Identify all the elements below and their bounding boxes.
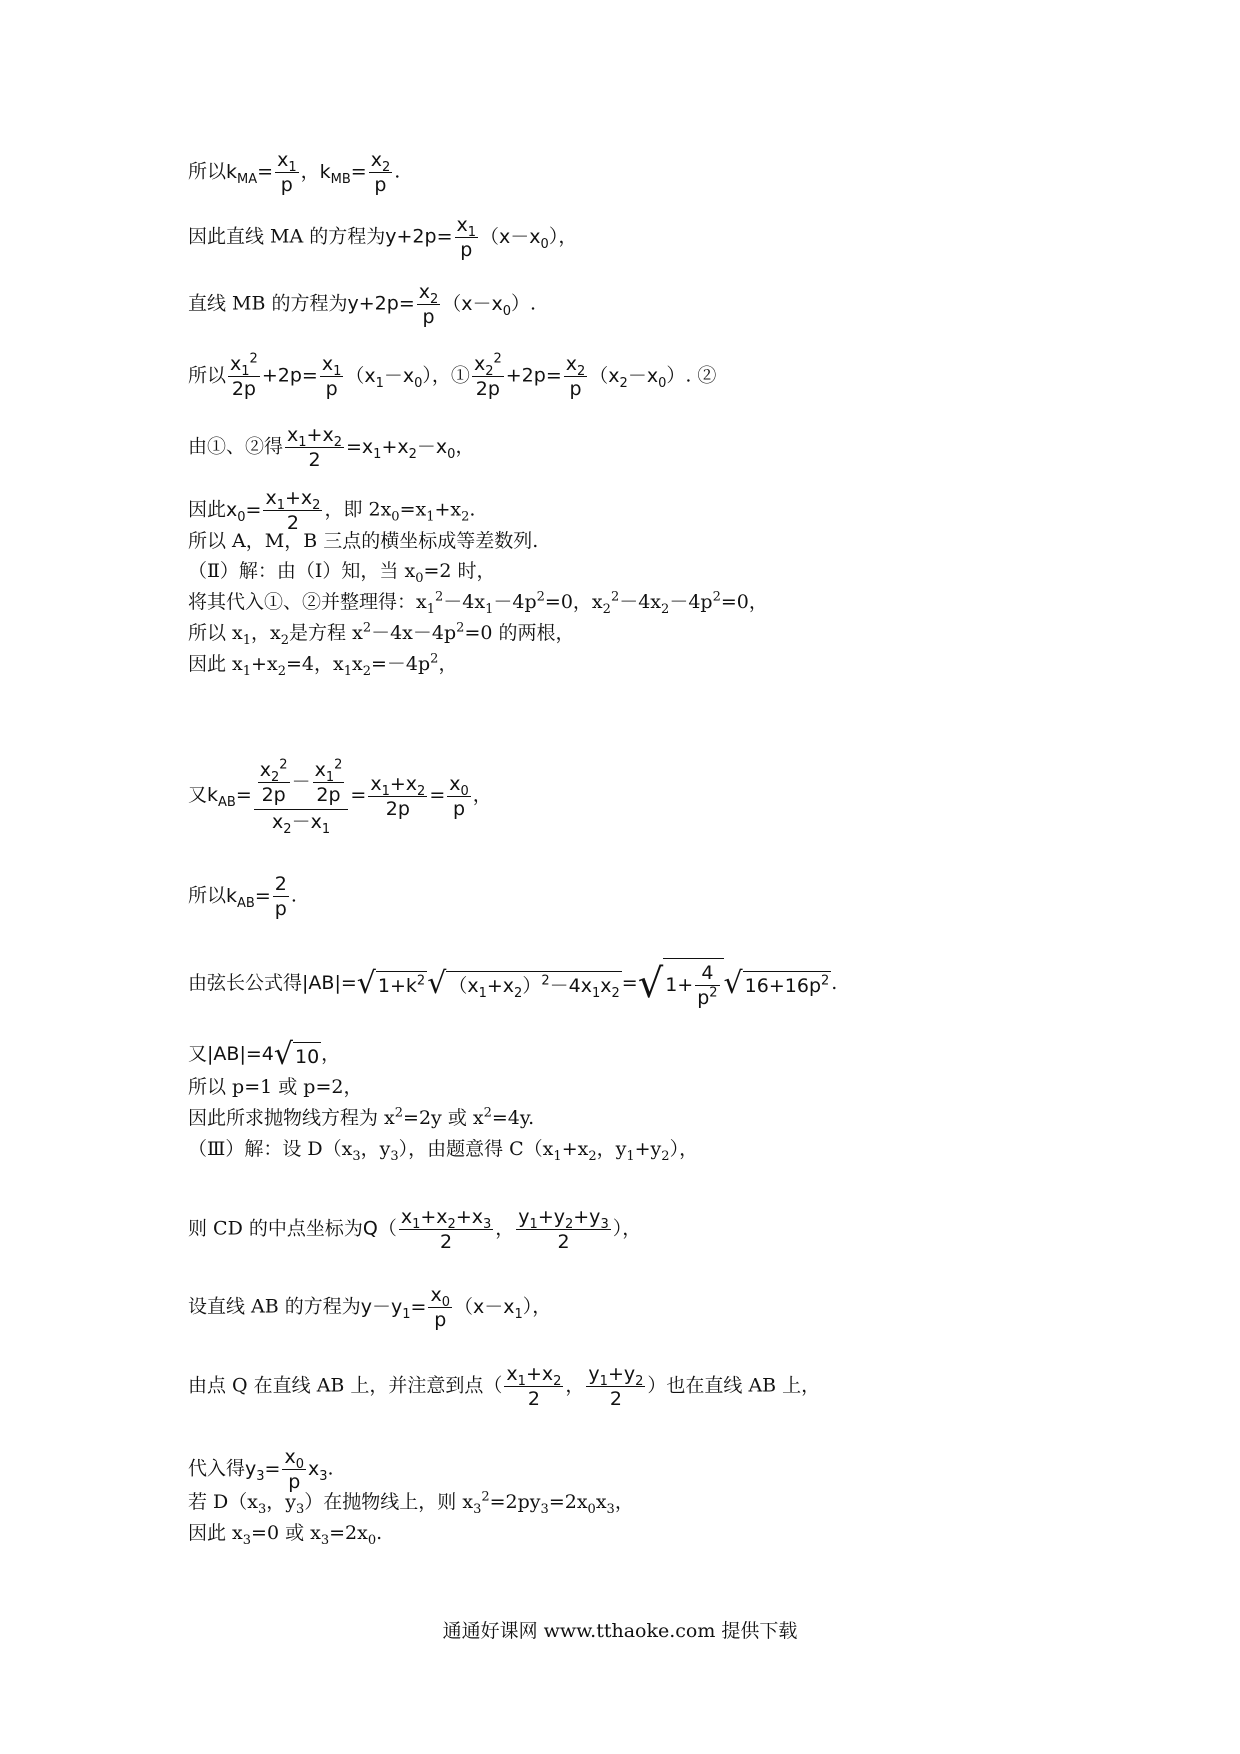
line-23: 若 $D(x_3$，$y_3$）在抛物线上，则 $x_3^2=2py_3=2x_0x_3$， bbox=[188, 1489, 634, 1517]
line-1: 所以$k_{MA}=$ $\frac{x_1}{p}$ ，$k_{MB}=$ $\frac{x_2}{p}$ . bbox=[188, 149, 401, 196]
line-4: 所以 $\frac{x_1^2}{2p}$ +2p= $\frac{x_1}{p}$ $(x_1-x_0)$，① $\frac{x_2^2}{2p}$ +2p= $\frac{x_2}{p}$ $(x_2-x_0)$. ② bbox=[188, 351, 717, 400]
sqrt-3: √ 1+ $\frac{4}{p^2}$ bbox=[638, 958, 724, 1010]
line-19: 则 CD 的中点坐标为Q（ $\frac{x_1+x_2+x_3}{2}$ ， $\frac{y_1+y_2+y_3}{2}$ ）， bbox=[188, 1206, 642, 1253]
fraction: $\frac{2}{p}$ bbox=[274, 873, 287, 920]
line-5: 由①、②得 $\frac{x_1+x_2}{2}$ $=x_1+x_2-x_0$， bbox=[188, 424, 475, 471]
compound-fraction: $\frac{x_2^2}{2p}$ － $\frac{x_1^2}{2p}$ $x_2-x_1$ bbox=[254, 758, 349, 834]
line-3: 直线 MB 的方程为y+2p= $\frac{x_2}{p}$ $(x-x_0)$. bbox=[188, 281, 537, 328]
page-footer: 通通好课网 www.tthaoke.com 提供下载 bbox=[442, 1620, 798, 1642]
fraction: $\frac{x_1^2}{2p}$ bbox=[230, 351, 258, 400]
sqrt-10: √ 10 bbox=[273, 1037, 320, 1072]
fraction: $\frac{x_0}{p}$ bbox=[430, 1284, 450, 1331]
fraction: $\frac{y_1+y_2}{2}$ bbox=[588, 1363, 644, 1410]
sqrt-2: √ $(x_1+x_2)^2-4x_1x_2$ bbox=[427, 966, 620, 1001]
line-16: 所以 p=1 或 p=2， bbox=[188, 1076, 363, 1098]
line-18: （Ⅲ）解：设 $D(x_3$，$y_3$），由题意得 $C(x_1+x_2$，$y_1+y_2$）， bbox=[188, 1138, 699, 1164]
k-ma: $k_{MA}$ bbox=[226, 160, 258, 187]
line-24: 因此 $x_3=0$ 或 $x_3=2x_0$. bbox=[188, 1522, 383, 1548]
fraction: $\frac{x_0}{p}$ bbox=[449, 772, 469, 820]
line-9: 将其代入①、②并整理得：$x_1^2-4x_1-4p^2=0$，$x_2^2-4x_2-4p^2=0$， bbox=[188, 589, 768, 617]
line-15: 又|AB|=4√ 10 ， bbox=[188, 1037, 341, 1072]
fraction: $\frac{x_2^2}{2p}$ bbox=[473, 351, 502, 400]
line-10: 所以 $x_1$，$x_2$是方程 $x^2-4x-4p^2=0$ 的两根， bbox=[188, 620, 575, 648]
line-7: 所以 A，M，B 三点的横坐标成等差数列. bbox=[188, 530, 539, 552]
fraction: $\frac{x_1+x_2}{2p}$ bbox=[370, 772, 426, 820]
line-17: 因此所求抛物线方程为 $x^2=2y$ 或 $x^2=4y$. bbox=[188, 1105, 535, 1129]
fraction: $\frac{x_1}{p}$ bbox=[456, 214, 477, 261]
fraction: $\frac{y_1+y_2+y_3}{2}$ bbox=[518, 1206, 609, 1253]
sqrt-1: √ $1+k^2$ bbox=[356, 966, 426, 1001]
line-14: 由弦长公式得|AB|=√ $1+k^2√$ $(x_1+x_2)^2-4x_1x_2$ =√ 1+ $\frac{4}{p^2}$ √ $16+16p^2$ . bbox=[188, 958, 837, 1010]
line-20: 设直线 AB 的方程为$y-y_1=$ $\frac{x_0}{p}$ $(x-x_1)$， bbox=[188, 1284, 552, 1331]
fraction: $\frac{x_2}{p}$ bbox=[418, 281, 439, 328]
line-2: 因此直线 MA 的方程为y+2p= $\frac{x_1}{p}$ $(x-x_0)$， bbox=[188, 214, 578, 261]
fraction: $\frac{x_1+x_2}{2}$ bbox=[506, 1363, 562, 1410]
k-mb: $k_{MB}$ bbox=[319, 160, 351, 187]
line-22: 代入得$y_3=$ $\frac{x_0}{p}$ $x_3$. bbox=[188, 1446, 334, 1493]
line-11: 因此 $x_1+x_2=4$，$x_1x_2=-4p^2$， bbox=[188, 651, 458, 679]
fraction: $\frac{x_1+x_2}{2}$ bbox=[265, 487, 321, 534]
fraction: $\frac{x_1+x_2+x_3}{2}$ bbox=[400, 1206, 492, 1253]
fraction: $\frac{x_1+x_2}{2}$ bbox=[287, 424, 342, 471]
line-21: 由点 Q 在直线 AB 上，并注意到点（ $\frac{x_1+x_2}{2}$ ， $\frac{y_1+y_2}{2}$ ）也在直线 AB 上， bbox=[188, 1363, 821, 1410]
fraction: $\frac{x_1}{p}$ bbox=[321, 353, 342, 400]
line-13: 所以$k_{AB}=$ $\frac{2}{p}$ . bbox=[188, 873, 297, 920]
sqrt-4: √ $16+16p^2$ bbox=[723, 966, 830, 1001]
fraction: $\frac{x_2}{p}$ bbox=[370, 149, 391, 196]
line-8: （Ⅱ）解：由（Ⅰ）知，当 $x_0=2$ 时， bbox=[188, 560, 496, 586]
fraction: $\frac{x_0}{p}$ bbox=[284, 1446, 304, 1493]
text: 所以 bbox=[188, 160, 227, 183]
fraction: $\frac{x_2}{p}$ bbox=[565, 353, 586, 400]
line-6: 因此$x_0=$ $\frac{x_1+x_2}{2}$ ，即 $2x_0=x_1+x_2$. bbox=[188, 487, 476, 534]
line-12: 又$k_{AB}=$ $\frac{x_2^2}{2p}$ － $\frac{x_1^2}{2p}$ $x_2-x_1$ = $\frac{x_1+x_2}{2p}$ = $\frac{x_0}{p}$ ， bbox=[188, 757, 492, 837]
fraction: $\frac{x_1}{p}$ bbox=[277, 149, 297, 196]
